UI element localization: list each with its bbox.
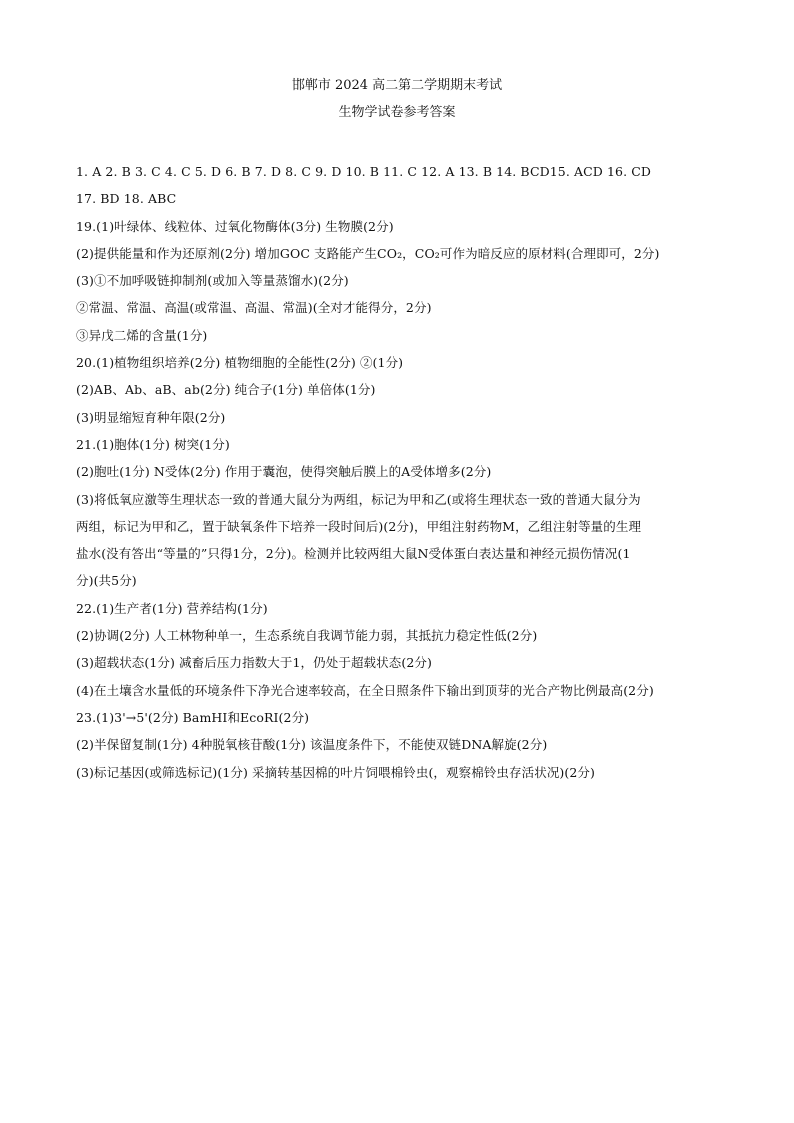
answer-line-q21-5: 盐水(没有答出“等量的”只得1分，2分)。检测并比较两组大鼠N受体蛋白表达量和神经元损伤情况(1 [76, 546, 631, 562]
answer-line-q21-6: 分)(共5分) [76, 573, 137, 589]
answer-content [76, 158, 726, 786]
answer-line-q21-1: 21.(1)胞体(1分) 树突(1分) [76, 436, 230, 452]
answer-line-q22-3: (3)超载状态(1分) 减畜后压力指数大于1，仍处于超载状态(2分) [76, 655, 432, 671]
answer-line-q21-4: 两组，标记为甲和乙，置于缺氧条件下培养一段时间后)(2分)，甲组注射药物M，乙组注射等量的生理 [76, 518, 642, 534]
answer-line-q23-2: (2)半保留复制(1分) 4种脱氧核苷酸(1分) 该温度条件下，不能使双链DNA解旋(2分) [76, 737, 548, 753]
answer-line-q20-1: 20.(1)植物组织培养(2分) 植物细胞的全能性(2分) ②(1分) [76, 355, 404, 371]
answer-line-q19-1: 19.(1)叶绿体、线粒体、过氧化物酶体(3分) 生物膜(2分) [76, 218, 394, 234]
answer-line-objective-2: 17. BD 18. ABC [76, 191, 177, 207]
answer-line-q23-1: 23.(1)3'→5'(2分) BamHⅠ和EcoRⅠ(2分) [76, 709, 310, 725]
answer-line-q23-3: (3)标记基因(或筛选标记)(1分) 采摘转基因棉的叶片饲喂棉铃虫(，观察棉铃虫存活状况)(2分) [76, 764, 596, 780]
answer-line-q20-3: (3)明显缩短育种年限(2分) [76, 409, 226, 425]
answer-line-q21-3: (3)将低氧应激等生理状态一致的普通大鼠分为两组，标记为甲和乙(或将生理状态一致的普通大鼠分为 [76, 491, 641, 507]
answer-line-objective-1: 1. A 2. B 3. C 4. C 5. D 6. B 7. D 8. C 9. D 10. B 11. C 12. A 13. B 14. BCD15. ACD 16. CD [76, 164, 652, 179]
answer-line-q20-2: (2)AB、Ab、aB、ab(2分) 纯合子(1分) 单倍体(1分) [76, 382, 376, 398]
document-title: 邯郸市 2024 高二第二学期期末考试 [291, 78, 503, 93]
answer-line-q22-2: (2)协调(2分) 人工林物种单一，生态系统自我调节能力弱，其抵抗力稳定性低(2分) [76, 628, 538, 644]
answer-line-q19-3: (3)①不加呼吸链抑制剂(或加入等量蒸馏水)(2分) [76, 273, 349, 289]
answer-line-q21-2: (2)胞吐(1分) N受体(2分) 作用于囊泡，使得突触后膜上的A受体增多(2分) [76, 464, 492, 480]
answer-line-q22-4: (4)在土壤含水量低的环境条件下净光合速率较高，在全日照条件下输出到顶芽的光合产物比例最高(2分) [76, 682, 654, 698]
answer-line-q19-4: ②常温、常温、高温(或常温、高温、常温)(全对才能得分，2分) [76, 300, 432, 316]
document-subtitle: 生物学试卷参考答案 [338, 105, 456, 120]
answer-line-q19-5: ③异戊二烯的含量(1分) [76, 327, 208, 343]
answer-line-q19-2: (2)提供能量和作为还原剂(2分) 增加GOC 支路能产生CO₂，CO₂可作为暗反应的原材料(合理即可，2分) [76, 245, 660, 261]
answer-line-q22-1: 22.(1)生产者(1分) 营养结构(1分) [76, 600, 268, 616]
